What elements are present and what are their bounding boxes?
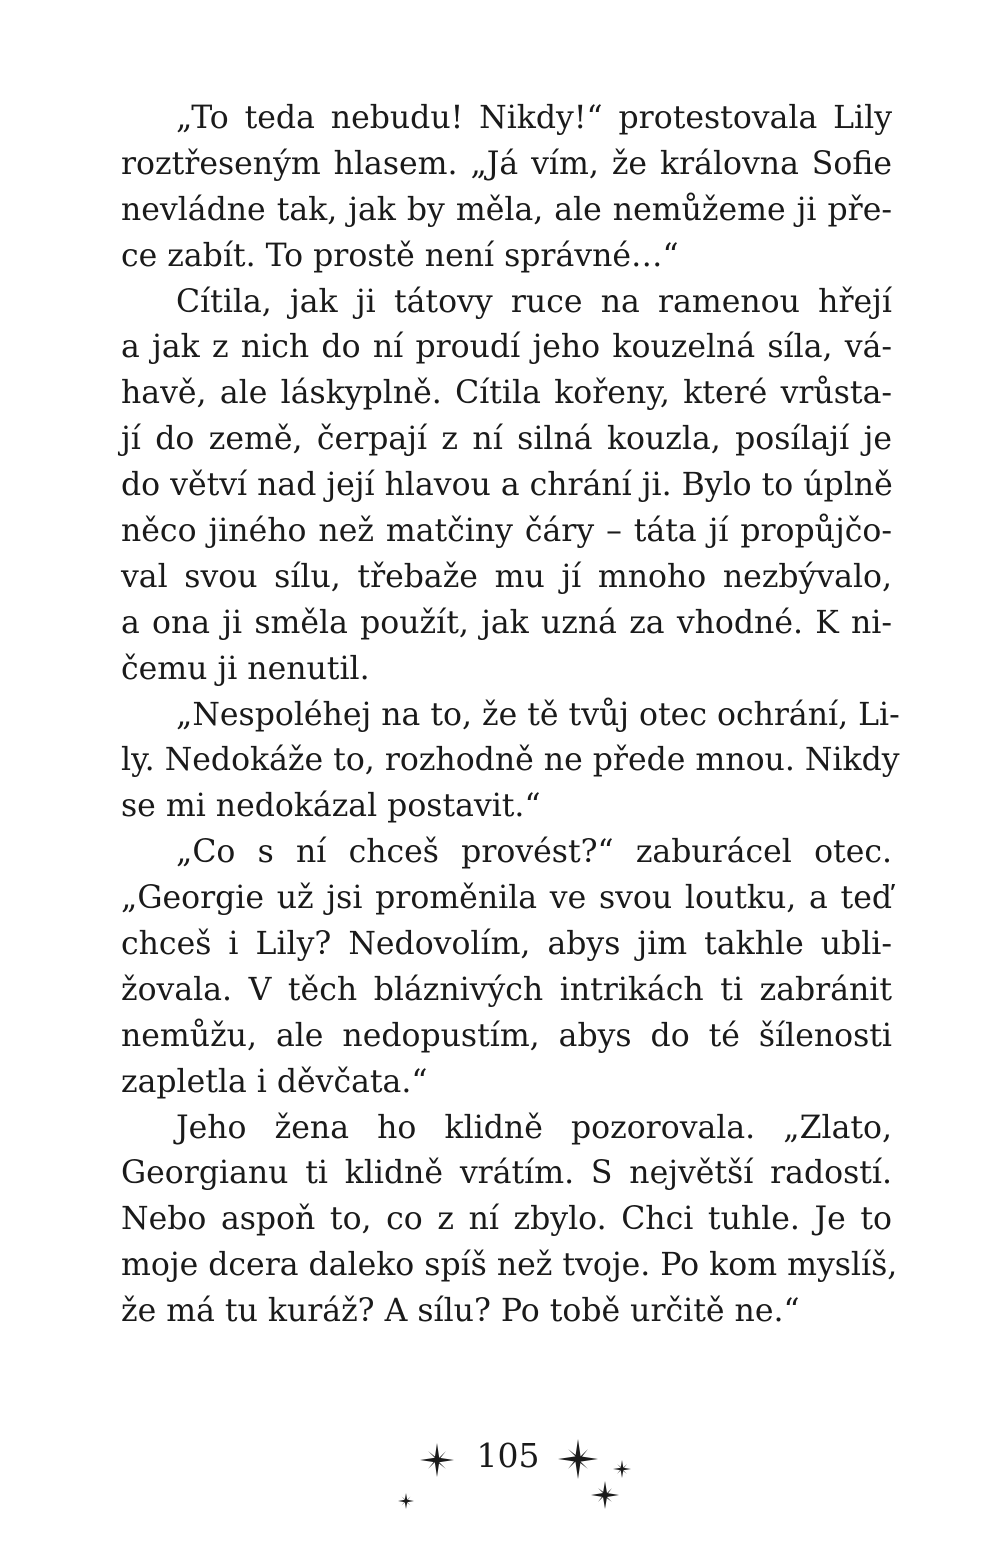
star-icon bbox=[419, 1442, 455, 1478]
text-line: ly. Nedokáže to, rozhodně ne přede mnou. Nikdy bbox=[121, 742, 900, 779]
text-line: něco jiného než matčiny čáry – táta jí propůjčo- bbox=[121, 513, 892, 550]
paragraph-3 bbox=[121, 693, 900, 831]
paragraph-4 bbox=[121, 830, 892, 1105]
paragraph-2 bbox=[121, 280, 892, 693]
text-line: do větví nad její hlavou a chrání ji. Bylo to úplně bbox=[121, 467, 893, 504]
star-icon bbox=[397, 1492, 415, 1510]
text-line: moje dcera daleko spíš než tvoje. Po kom myslíš, bbox=[121, 1247, 898, 1284]
text-line: nevládne tak, jak by měla, ale nemůžeme ji pře- bbox=[121, 191, 892, 228]
text-line: „Nespoléhej na to, že tě tvůj otec ochrání, Li- bbox=[176, 696, 900, 733]
paragraph-5 bbox=[121, 1106, 898, 1335]
text-line: Nebo aspoň to, co z ní zbylo. Chci tuhle. Je to bbox=[121, 1201, 892, 1238]
page-footer bbox=[0, 1428, 997, 1518]
text-line: že má tu kuráž? A sílu? Po tobě určitě ne.“ bbox=[121, 1293, 800, 1330]
text-line: ce zabít. To prostě není správné…“ bbox=[121, 237, 679, 274]
text-line: Cítila, jak ji tátovy ruce na ramenou hřejí bbox=[176, 283, 892, 320]
body-text bbox=[121, 96, 900, 1335]
star-icon bbox=[590, 1480, 620, 1510]
text-line: „Co s ní chceš provést?“ zaburácel otec. bbox=[176, 834, 892, 871]
text-line: jí do země, čerpají z ní silná kouzla, posílají je bbox=[121, 421, 892, 458]
text-line: žovala. V těch bláznivých intrikách ti zabránit bbox=[121, 971, 892, 1008]
text-line: nemůžu, ale nedopustím, abys do té šílenosti bbox=[121, 1017, 892, 1054]
paragraph-1 bbox=[121, 96, 892, 280]
text-line: a ona ji směla použít, jak uzná za vhodné. K ni- bbox=[121, 604, 892, 641]
text-line: roztřeseným hlasem. „Já vím, že královna Sofie bbox=[121, 145, 892, 182]
text-line: Georgianu ti klidně vrátím. S největší radostí. bbox=[121, 1155, 892, 1192]
text-line: zapletla i děvčata.“ bbox=[121, 1063, 428, 1100]
text-line: a jak z nich do ní proudí jeho kouzelná síla, vá- bbox=[121, 329, 892, 366]
text-line: čemu ji nenutil. bbox=[121, 650, 370, 687]
star-icon bbox=[612, 1459, 632, 1479]
text-line: Jeho žena ho klidně pozorovala. „Zlato, bbox=[176, 1109, 892, 1146]
text-line: chceš i Lily? Nedovolím, abys jim takhle ubli- bbox=[121, 926, 892, 963]
text-line: „To teda nebudu! Nikdy!“ protestovala Lily bbox=[176, 100, 892, 136]
text-line: havě, ale láskyplně. Cítila kořeny, které vrůsta- bbox=[121, 375, 892, 412]
text-line: se mi nedokázal postavit.“ bbox=[121, 788, 541, 825]
text-line: „Georgie už jsi proměnila ve svou loutku, a teď bbox=[121, 880, 892, 917]
star-icon bbox=[557, 1438, 599, 1480]
text-line: val svou sílu, třebaže mu jí mnoho nezbývalo, bbox=[121, 558, 892, 595]
page-number: 105 bbox=[476, 1436, 540, 1475]
